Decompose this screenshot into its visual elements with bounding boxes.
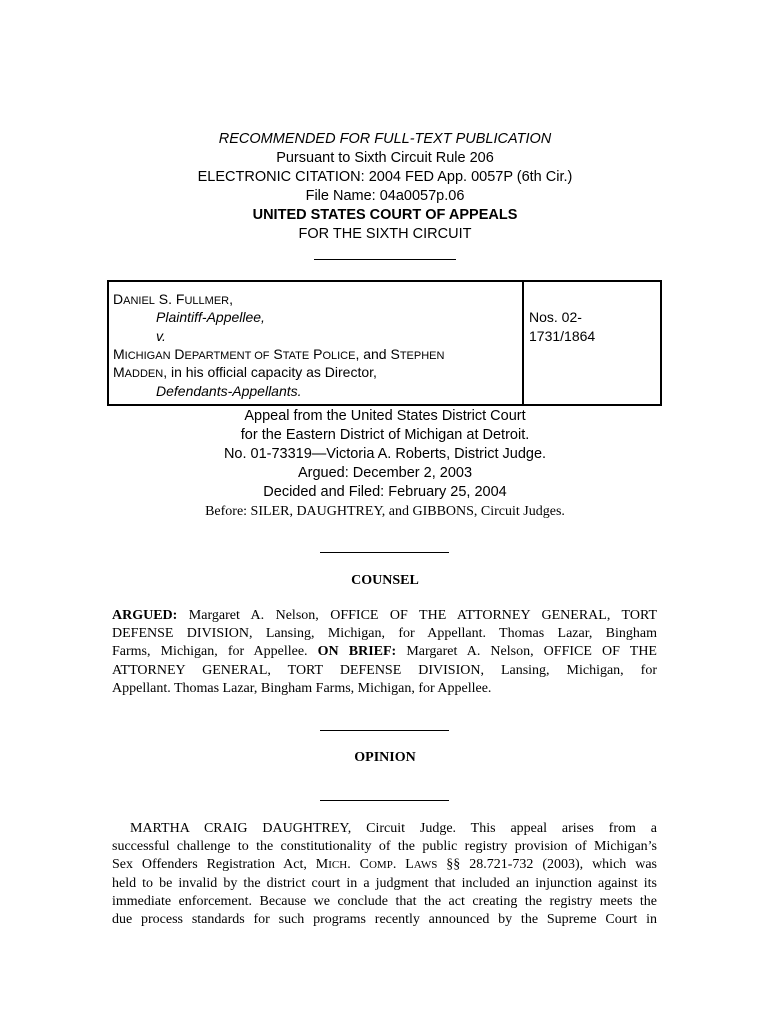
defendant-role: Defendants-Appellants. — [156, 383, 302, 399]
argued-date: Argued: December 2, 2003 — [297, 465, 473, 481]
plaintiff-role: Plaintiff-Appellee, — [156, 309, 265, 325]
parties-cell — [109, 282, 524, 404]
opinion-paragraph: MARTHA CRAIG DAUGHTREY, Circuit Judge. This appeal arises from a successful challenge to the constitutionality of the public registry provision of Michigan’s Sex Offenders Registration Act, MICH. COMP. LAWS §§ 28.721-732 (2003), which was held to be invalid by the district court in a judgment that included an injunction against its immediate enforcement. Because we conclude that the act creating the registry meets the due process standards for such programs recently announced by the Supreme Court in — [112, 821, 657, 928]
appeal-district: for the Eastern District of Michigan at Detroit. — [240, 427, 530, 443]
counsel-paragraph: ARGUED: Margaret A. Nelson, OFFICE OF THE ATTORNEY GENERAL, TORT DEFENSE DIVISION, Lansing, Michigan, for Appellant. Thomas Lazar, Bingham Farms, Michigan, for Appellee. ON BRIEF: Margaret A. Nelson, OFFICE OF THE ATTORNEY GENERAL, TORT DEFENSE DIVISION, Lansing, Michigan, for Appellant. Thomas Lazar, Bingham Farms, Michigan, for Appellee. — [112, 608, 657, 696]
file-name: File Name: 04a0057p.06 — [305, 188, 465, 204]
counsel-divider — [320, 730, 449, 731]
appeal-info — [0, 407, 770, 502]
on-brief-label: ON BRIEF: — [317, 644, 397, 660]
decided-date: Decided and Filed: February 25, 2004 — [263, 484, 507, 500]
circuit-rule: Pursuant to Sixth Circuit Rule 206 — [276, 150, 494, 166]
defendant-name: MICHIGAN DEPARTMENT OF STATE POLICE, and STEPHEN — [113, 346, 445, 362]
plaintiff-name: DANIEL S. FULLMER, — [113, 291, 233, 307]
circuit-name: FOR THE SIXTH CIRCUIT — [298, 226, 472, 242]
district-case-number: No. 01-73319—Victoria A. Roberts, District Judge. — [223, 446, 547, 462]
opinion-divider — [320, 800, 449, 801]
case-number-line2: 1731/1864 — [529, 328, 596, 344]
case-number-line1: Nos. 02- — [529, 309, 582, 325]
document-header — [0, 130, 770, 244]
defendant-name-continued: MADDEN, in his official capacity as Director, — [113, 364, 377, 380]
opinion-heading: OPINION — [354, 750, 416, 765]
appeal-origin: Appeal from the United States District Court — [244, 408, 526, 424]
case-caption-box — [107, 280, 662, 406]
appeal-divider — [320, 552, 449, 553]
case-number-cell — [524, 282, 660, 404]
counsel-heading: COUNSEL — [351, 573, 419, 588]
header-divider — [314, 259, 456, 260]
versus: v. — [156, 328, 166, 344]
publication-status: RECOMMENDED FOR FULL-TEXT PUBLICATION — [218, 131, 552, 147]
court-name: UNITED STATES COURT OF APPEALS — [252, 207, 518, 223]
argued-label: ARGUED: — [112, 608, 178, 623]
panel-judges: Before: SILER, DAUGHTREY, and GIBBONS, Circuit Judges. — [205, 504, 565, 519]
electronic-citation: ELECTRONIC CITATION: 2004 FED App. 0057P (6th Cir.) — [197, 169, 573, 185]
